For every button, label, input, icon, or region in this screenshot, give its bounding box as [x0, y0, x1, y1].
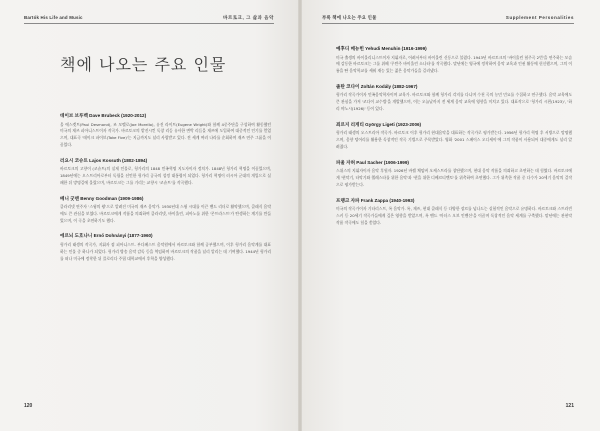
person-entry — [336, 160, 572, 189]
header-rule — [24, 23, 274, 24]
person-name: 러요시 코슈트 Lajos Kossuth (1802-1894) — [60, 157, 148, 163]
entries-list — [60, 113, 271, 271]
person-name: 예후디 메뉴힌 Yehudi Menuhin (1916-1999) — [336, 46, 427, 51]
person-description: 헝가리 태생의 작곡가, 지휘자 겸 피아니스트. 부다페스트 음악원에서 바르토크와 함께 공부했으며, 이후 헝가리 음악계를 대표하는 인물 중 하나가 되었다. 헝가리 방송 음악 감독 등을 역임하며 바르토크의 작품을 널리 알리는 데 기여했다. 1944년 헝가리를 떠나 미국에 정착한 뒤 플로리다 주립 대학교에서 후학을 양성했다. — [60, 241, 271, 261]
person-description: 스위스의 지휘자이자 음악 후원자. 1926년 바젤 체임버 오케스트라를 창단했으며, 현대 음악 작품을 의뢰하고 초연하는 데 힘썼다. 바르토크에게 '현악기, 타악기와 첼레스타를 위한 음악'과 '현을 위한 디베르티멘토'를 위촉하여 초연했다. 그가 위촉한 작품 중 다수가 20세기 음악의 걸작으로 평가받는다. — [336, 168, 572, 187]
running-head-book-text: Bartók His Life and Music — [24, 15, 83, 20]
person-description: 미국의 작곡가이자 기타리스트, 록 음악가. 록, 재즈, 현대 클래식 등 다양한 장르를 넘나드는 실험적인 음악으로 유명하다. 바르토크와 스트라빈스키 등 20세기 작곡가들에게 깊은 영향을 받았으며, 록 밴드 '마더스 오브 인벤션'을 이끌며 독창적인 음악 세계를 구축했다. 말년에는 관현악 작품 작곡에도 힘을 쏟았다. — [336, 206, 572, 225]
person-entry — [60, 196, 271, 225]
section-title: 책에 나오는 주요 인물 — [60, 55, 227, 74]
running-head-chapter — [506, 15, 574, 20]
person-entry — [60, 158, 271, 187]
header-rule — [322, 23, 574, 24]
page-number: 120 — [24, 403, 33, 409]
person-name: 파울 자허 Paul Sacher (1906-1999) — [336, 159, 409, 165]
person-entry — [336, 46, 572, 75]
running-head-book — [322, 15, 377, 21]
running-head-chapter-text: Supplement Personalities — [505, 15, 574, 20]
person-name: 죄르지 리게티 György Ligeti (1923-2006) — [336, 121, 422, 127]
running-head-book-text: 부록 책에 나오는 주요 인물 — [322, 15, 377, 20]
book-gutter — [298, 0, 302, 431]
person-entry — [336, 122, 572, 151]
person-name: 에르뇌 도흐나니 Ernő Dohnányi (1877-1960) — [60, 233, 153, 239]
person-entry — [60, 113, 271, 149]
person-description: 올 에스켓트(Paul Desmond), 조 모렐로(Joe Morello), 유진 라이트(Eugene Wright)와 함께 4중주단을 구성하여 활동했던 미국의 재즈 피아니스트이자 작곡가. 바르토크의 밭진시킨 독창 리듬 유사한 변박 리듬을 재즈에 도입하여 대중적인 인기를 얻었으며, 대표곡 '테이크 파이브(Take Five)'는 지금까지도 널리 사랑받고 있다. 전 세계 여러 나라를 순회하며 재즈 연주 그룹을 이끌었다. — [60, 121, 271, 147]
entries-list — [336, 46, 572, 235]
person-name: 졸탄 코다이 Zoltán Kodály (1882-1967) — [336, 83, 418, 89]
person-name: 프랭크 자파 Frank Zappa (1940-1993) — [336, 197, 415, 203]
person-description: 미국 출생의 바이올리니스트이자 지휘자로, 어려서부터 바이올린 신동으로 불렸다. 1943년 바르토크의 '바이올린 협주곡 2번'을 연주하는 모습에 감동한 바르토크는 그를 위해 '무반주 바이올린 소나타'를 작곡했다. 말년에는 영국에 정착하여 음악 교육과 인권 활동에 헌신했으며, 그의 이름을 딴 음악학교를 세워 재능 있는 젊은 음악가들을 길러냈다. — [336, 54, 572, 74]
person-description: 바르토크의 고향이 (코슈트)의 실제 인물로, 헝가리의 1848 민족혁명 지도자이자 정치가. 1848년 헝가리 혁명을 이끌었으며, 1849년에는 오스트리아로부터 독립을 선언한 헝가리 공국의 섭정 대통령이 되었다. 헝가리 혁명이 러시아 군대의 개입으로 실패한 뒤 망명길에 올랐으며, 바르토크는 그를 기리는 교향시 '코슈트'를 작곡했다. — [60, 166, 271, 185]
person-name: 베니 굿맨 Benny Goodman (1909-1986) — [60, 195, 144, 201]
person-name: 데이브 브루벡 Dave Brubeck (1920-2012) — [60, 113, 147, 118]
right-page — [300, 0, 600, 431]
running-head-chapter — [223, 15, 274, 21]
person-entry — [336, 198, 572, 227]
running-head-book — [24, 15, 83, 20]
person-description: 클라리넷 연주자 '스윙의 왕'으로 알려진 미국의 재즈 음악가. 1930년대 스윙 시대를 이끈 밴드 리더로 활약했으며, 클래식 음악에도 큰 관심을 보였다. 바르토크에게 작품을 의뢰하여 클라리넷, 바이올린, 피아노를 위한 '콘트라스트'가 탄생하는 계기를 만들었으며, 이 곡을 초연하기도 했다. — [60, 204, 271, 223]
running-head-chapter-text: 바르토크, 그 삶과 음악 — [223, 15, 274, 20]
page-number: 121 — [565, 403, 574, 409]
person-entry — [336, 84, 572, 113]
person-entry — [60, 233, 271, 262]
person-description: 헝가리 작곡가이자 민족음악학자이며 교육가. 바르토크와 함께 헝가리 각지를 다니며 수천 곡의 농민 민요를 수집하고 연구했다. 음악 교육에도 큰 관심을 가져 '코다이 교수법'을 개발했으며, 이는 오늘날까지 전 세계 음악 교육에 영향을 미치고 있다. 대표작으로 '헝가리 시편(1923)', '하리 야노시(1926)' 등이 있다. — [336, 92, 572, 111]
person-description: 헝가리 태생의 오스트리아 작곡가. 바르토크 이후 헝가리 현대음악을 대표하는 작곡가로 평가받는다. 1956년 헝가리 혁명 후 서방으로 망명했으며, 음향 덩어리를 활용한 독창적인 작곡 기법으로 주목받았다. 영화 '2001 스페이스 오디세이'에 그의 작품이 사용되어 대중에게도 널리 알려졌다. — [336, 130, 572, 149]
